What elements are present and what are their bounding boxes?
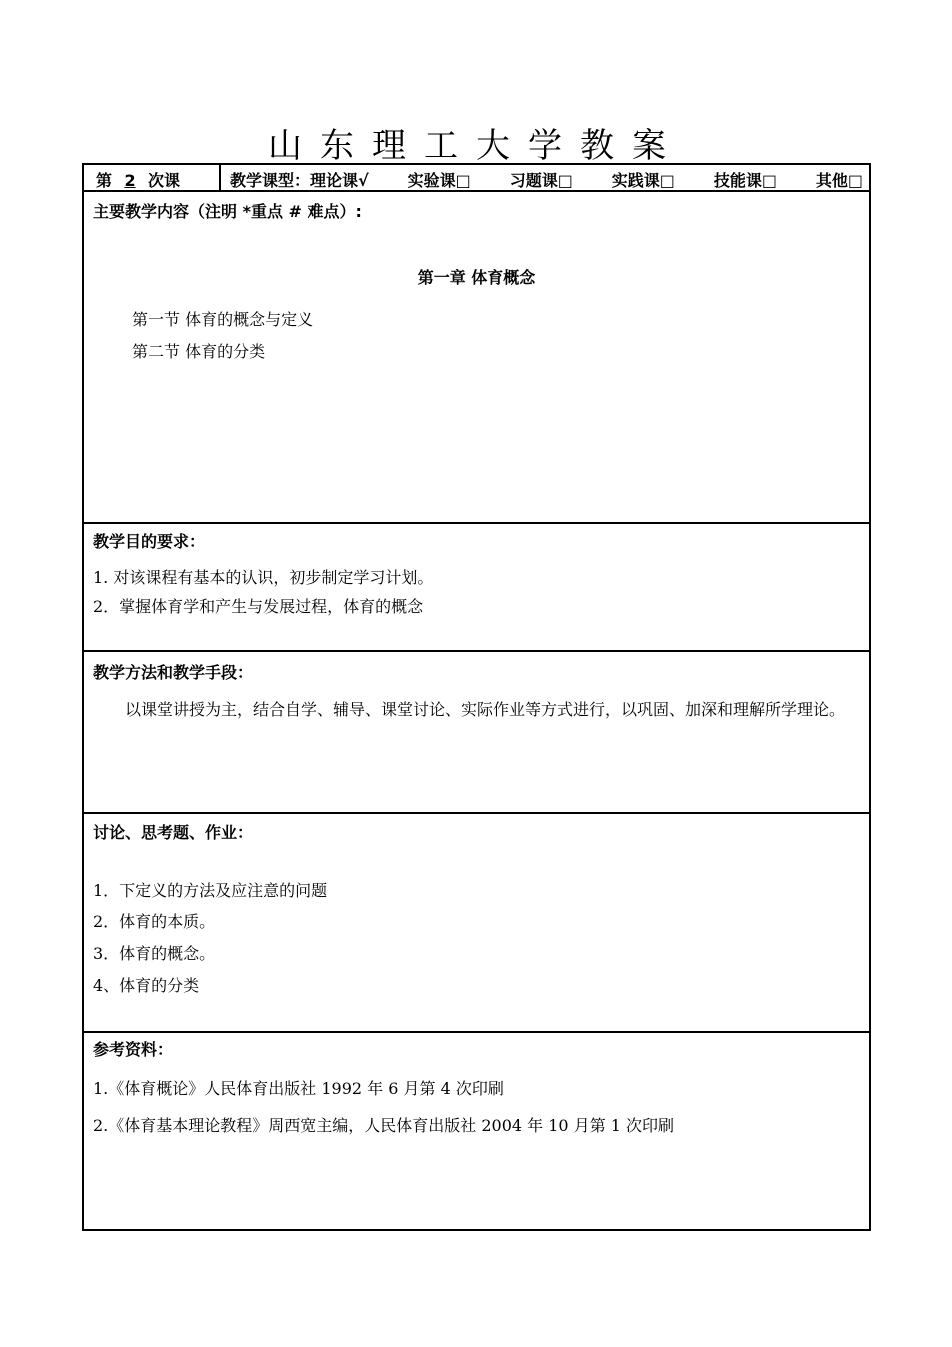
list-item: 2.《体育基本理论教程》周西宽主编，人民体育出版社 2004 年 10 月第 1 次印刷 [93, 1116, 675, 1135]
course-type-skill: 技能课□ [713, 171, 777, 190]
list-item: 1．下定义的方法及应注意的问题 [93, 881, 328, 900]
course-type-list [230, 168, 863, 191]
course-type-theory: 教学课型：理论课√ [230, 171, 369, 190]
divider [84, 650, 869, 652]
course-type-practice: 实践课□ [611, 171, 675, 190]
header-divider [219, 165, 221, 190]
references-label: 参考资料： [93, 1040, 174, 1059]
section-item: 第一节 体育的概念与定义 [132, 310, 314, 329]
course-type-lab: 实验课□ [407, 171, 471, 190]
list-item: 4、体育的分类 [93, 976, 200, 995]
methods-label: 教学方法和教学手段： [93, 663, 254, 682]
list-item: 2．体育的本质。 [93, 912, 216, 931]
divider [84, 1031, 869, 1033]
lesson-prefix: 第 [96, 171, 113, 190]
objectives-label: 教学目的要求： [93, 532, 206, 551]
section-item: 第二节 体育的分类 [132, 342, 266, 361]
content-label: 主要教学内容（注明 *重点 # 难点）: [93, 202, 362, 221]
lesson-number-value: 2 [124, 171, 136, 190]
list-item: 1.《体育概论》人民体育出版社 1992 年 6 月第 4 次印刷 [93, 1079, 504, 1098]
chapter-title: 第一章 体育概念 [417, 268, 536, 287]
course-type-exercise: 习题课□ [509, 171, 573, 190]
page-title: 山东理工大学教案 [268, 126, 684, 166]
list-item: 3．体育的概念。 [93, 944, 216, 963]
lesson-suffix: 次课 [148, 171, 181, 190]
lesson-number [96, 168, 180, 191]
methods-text: 以课堂讲授为主，结合自学、辅导、课堂讨论、实际作业等方式进行，以巩固、加深和理解所学理论。 [125, 700, 846, 719]
divider [84, 812, 869, 814]
list-item: 2．掌握体育学和产生与发展过程，体育的概念 [93, 597, 424, 616]
divider [84, 190, 869, 192]
list-item: 1. 对该课程有基本的认识，初步制定学习计划。 [93, 568, 434, 587]
header-row [84, 165, 869, 190]
divider [84, 522, 869, 524]
course-type-other: 其他□ [815, 171, 863, 190]
lesson-plan-form [82, 163, 871, 1231]
discussion-label: 讨论、思考题、作业： [93, 823, 254, 842]
